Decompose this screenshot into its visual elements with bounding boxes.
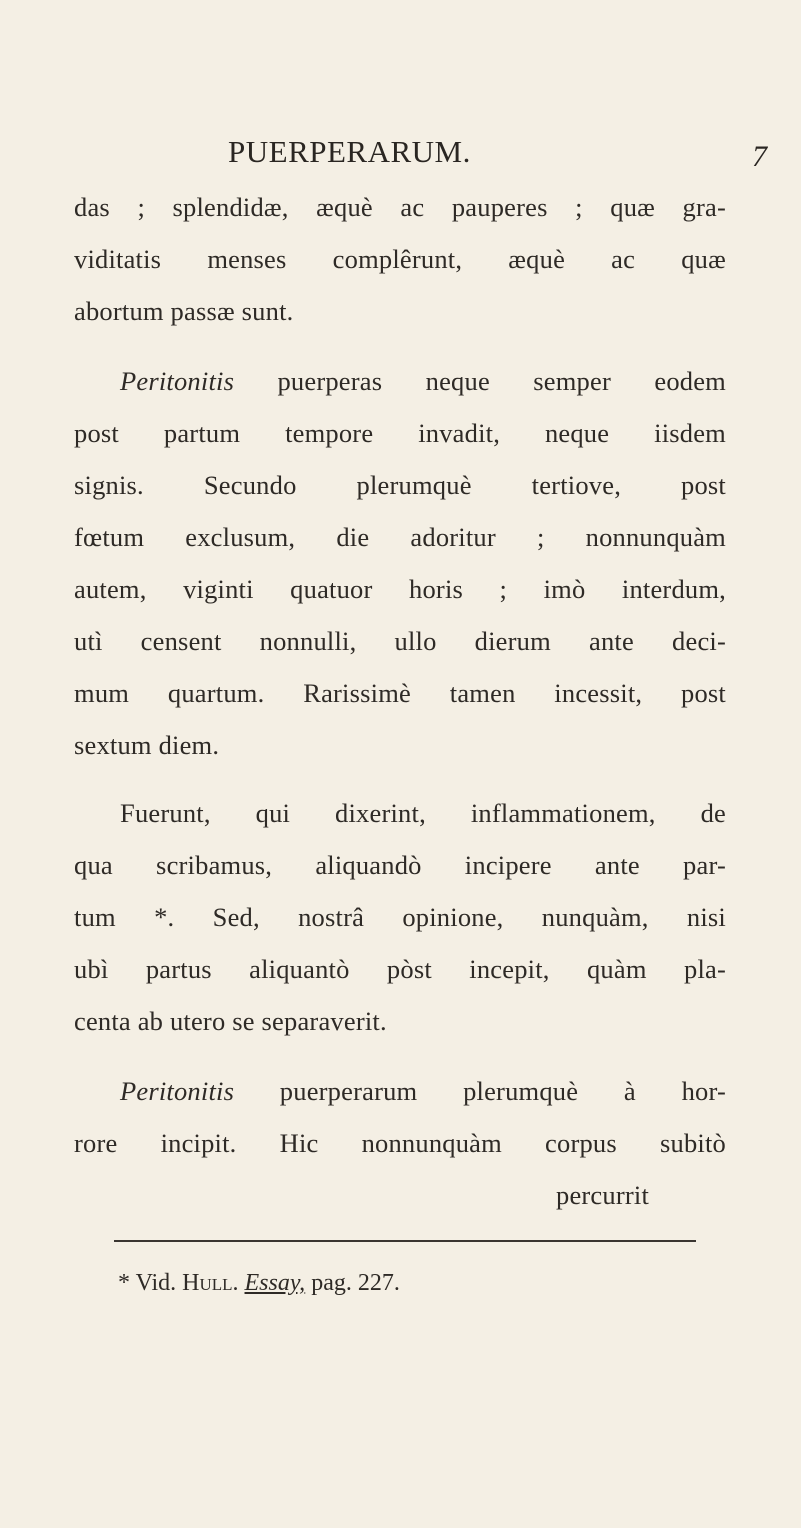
- text-line: Fuerunt, qui dixerint, inflammationem, de: [120, 798, 726, 828]
- text-line: sextum diem.: [74, 730, 220, 760]
- footnote-rule: [114, 1240, 696, 1242]
- paragraph-first-line: [120, 366, 726, 397]
- footnote-author: Hull.: [182, 1270, 239, 1296]
- text-line: qua scribamus, aliquandò incipere ante par-: [74, 850, 726, 880]
- text-line: ubì partus aliquantò pòst incepit, quàm pla-: [74, 954, 726, 984]
- footnote: [118, 1270, 400, 1297]
- footnote-prefix: Vid.: [130, 1270, 183, 1296]
- footnote-marker: *: [118, 1270, 130, 1296]
- text-line: rore incipit. Hic nonnunquàm corpus subitò: [74, 1128, 726, 1158]
- text-line: fœtum exclusum, die adoritur ; nonnunquàm: [74, 522, 726, 552]
- text-line: centa ab utero se separaverit.: [74, 1006, 387, 1036]
- text-line: utì censent nonnulli, ullo dierum ante deci-: [74, 626, 726, 656]
- running-title: PUERPERARUM.: [228, 134, 471, 169]
- footnote-page: pag. 227.: [305, 1270, 400, 1296]
- paragraph-first-line: [120, 1076, 726, 1107]
- text-line: viditatis menses complêrunt, æquè ac quæ: [74, 244, 726, 274]
- text-line: post partum tempore invadit, neque iisdem: [74, 418, 726, 448]
- text-line: tum *. Sed, nostrâ opinione, nunquàm, nisi: [74, 902, 726, 932]
- italic-term: Peritonitis: [120, 1076, 235, 1106]
- footnote-title: Essay,: [244, 1270, 306, 1296]
- text-span: puerperarum plerumquè à hor-: [234, 1076, 726, 1106]
- text-line: abortum passæ sunt.: [74, 296, 294, 326]
- text-span: puerperas neque semper eodem: [234, 366, 726, 396]
- page-number: 7: [752, 140, 767, 173]
- text-line: das ; splendidæ, æquè ac pauperes ; quæ gra-: [74, 192, 726, 222]
- text-line: signis. Secundo plerumquè tertiove, post: [74, 470, 726, 500]
- italic-term: Peritonitis: [120, 366, 235, 396]
- text-line: autem, viginti quatuor horis ; imò interdum,: [74, 574, 726, 604]
- catchword: percurrit: [556, 1180, 650, 1210]
- text-line: mum quartum. Rarissimè tamen incessit, post: [74, 678, 726, 708]
